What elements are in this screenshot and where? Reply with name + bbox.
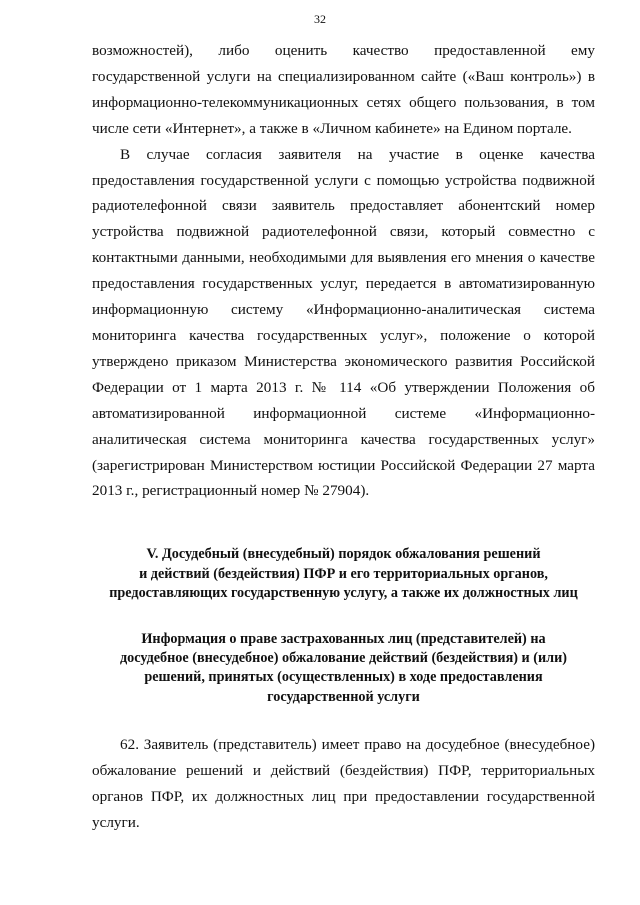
text-line: предоставления государственной услуги с помощью устройства подвижной [92,171,595,189]
text-line: аналитическая система мониторинга качества государственных услуг» [92,430,595,448]
page-number: 32 [314,12,326,26]
text-line: информационно-телекоммуникационных сетях общего пользования, в том [92,93,595,111]
text-line: информационную систему «Информационно-аналитическая система [92,301,595,319]
heading-line: V. Досудебный (внесудебный) порядок обжалования решений [146,546,541,563]
text-line: контактными данными, необходимыми для выявления его мнения о качестве [92,249,595,267]
text-line: мониторинга качества государственных услуг», положение о которой [92,326,595,344]
text-line: обжалование решений и действий (бездействия) ПФР, территориальных [92,762,595,780]
text-line: Федерации от 1 марта 2013 г. № 114 «Об утверждении Положения об [92,378,595,396]
text-line: числе сети «Интернет», а также в «Личном кабинете» на Едином портале. [92,119,572,137]
heading-line: досудебное (внесудебное) обжалование действий (бездействия) и (или) [119,649,567,666]
heading-line: предоставляющих государственную услугу, а также их должностных лиц [109,585,578,602]
text-line: предоставления государственных услуг, передается в автоматизированную [92,275,595,293]
text-line: государственной услуги на специализированном сайте («Ваш контроль») в [92,67,595,85]
section-heading [92,545,595,603]
text-line: услуги. [92,813,140,831]
text-line: устройства подвижной радиотелефонной связи, который совместно с [92,223,595,241]
text-line: 2013 г., регистрационный номер № 27904). [92,482,370,500]
text-line: органов ПФР, их должностных лиц при предоставлении государственной [92,787,595,805]
heading-line: Информация о праве застрахованных лиц (представителей) на [141,630,546,647]
text-line: 62. Заявитель (представитель) имеет право на досудебное (внесудебное) [120,736,595,754]
paragraph-continuation [92,38,595,142]
heading-line: и действий (бездействия) ПФР и его территориальных органов, [139,565,548,582]
paragraph-quality-assessment [92,142,595,505]
page-content [92,38,595,836]
subsection-heading [92,630,595,708]
paragraph-62 [92,732,595,836]
text-line: радиотелефонной связи заявитель предоставляет абонентский номер [92,197,595,215]
text-line: возможностей), либо оценить качество предоставленной ему [92,42,595,59]
text-line: (зарегистрирован Министерством юстиции Российской Федерации 27 марта [92,456,595,474]
text-line: В случае согласия заявителя на участие в оценке качества [120,145,595,163]
text-line: автоматизированной информационной системе «Информационно- [92,404,595,422]
heading-line: решений, принятых (осуществленных) в ходе предоставления [144,669,543,686]
heading-line: государственной услуги [267,688,420,705]
text-line: утверждено приказом Министерства экономического развития Российской [92,352,595,370]
